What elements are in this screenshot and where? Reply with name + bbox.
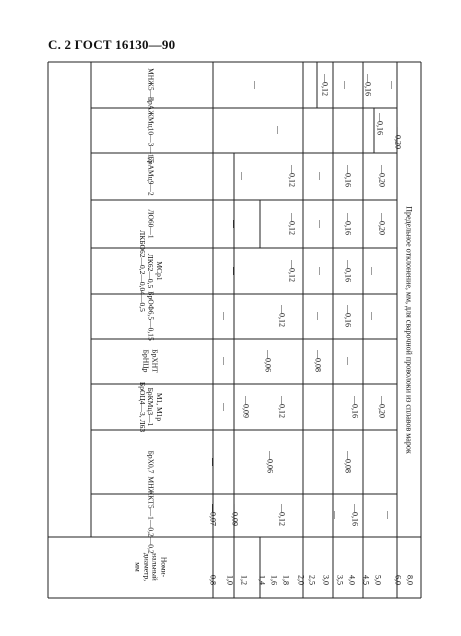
table-cell: —0,16 — [343, 213, 353, 235]
table-cell: —0,09 — [230, 504, 240, 526]
table-cell: —0,08 — [313, 350, 323, 372]
table-cell: — — [367, 312, 377, 320]
diameter-label: 1,4 — [257, 575, 267, 585]
table-cell: — — [367, 267, 377, 275]
table-cell: —0,20 — [377, 396, 387, 418]
table-cell: — — [219, 403, 229, 411]
table-cell: —0,07 — [208, 504, 218, 526]
table-cell: —0,09 — [241, 396, 251, 418]
diameter-label: 1,6 — [269, 575, 279, 585]
table-cell: — — [387, 81, 397, 89]
table-cell: — — [315, 267, 325, 275]
table-cell: — — [250, 81, 260, 89]
table-cell: —0,06 — [263, 350, 273, 372]
table-cell: —0,12 — [287, 165, 297, 187]
table-cell: — — [340, 81, 350, 89]
table-cell: — — [313, 312, 323, 320]
table-cell: — — [330, 511, 340, 519]
table-cell: —0,20 — [393, 127, 403, 149]
table-cell: —0,16 — [343, 305, 353, 327]
column-header: ЛО60—1 — [146, 209, 156, 239]
diameter-label: 6,0 — [393, 575, 403, 585]
table-cell: —0,12 — [277, 396, 287, 418]
column-header: МНЖ5—1 — [146, 68, 156, 102]
table-cell: —0,16 — [350, 504, 360, 526]
table-cell: —0,16 — [343, 165, 353, 187]
table-cell: —0,06 — [265, 451, 275, 473]
table-cell: — — [208, 458, 218, 466]
diameter-label: 4,5 — [361, 575, 371, 585]
diameter-column-header: Номи- нальный диаметр, мм — [133, 552, 169, 582]
column-header: БрАЖМц10—3—1,5 — [146, 96, 156, 164]
diameter-label: 1,0 — [225, 575, 235, 585]
table-cell: —0,12 — [287, 213, 297, 235]
diameter-label: 3,0 — [321, 575, 331, 585]
diameter-label: 0,8 — [208, 575, 218, 585]
table-cell: — — [315, 172, 325, 180]
table-cell: — — [219, 312, 229, 320]
column-header: МСр1 ЛК62—0,5 ЛКБО62—0,2—0,04—0,5 — [137, 230, 164, 312]
diameter-label: 8,0 — [405, 575, 415, 585]
column-header: БрАМц9—2 — [146, 156, 156, 196]
diameter-label: 5,0 — [373, 575, 383, 585]
table-cell: —0,20 — [377, 165, 387, 187]
table-cell: — — [383, 511, 393, 519]
table-cell: —0,16 — [363, 74, 373, 96]
table-cell: —0,16 — [375, 113, 385, 135]
tolerance-header: Предельное отклонение, мм, для сварочной проволоки из сплавов марок — [404, 206, 414, 454]
column-header: БрХ0,7 — [146, 450, 156, 474]
table-cell: —0,12 — [320, 74, 330, 96]
diameter-label: 2,0 — [296, 575, 306, 585]
diameter-label: 2,5 — [307, 575, 317, 585]
table-cell: — — [273, 126, 283, 134]
column-header: М1, М1р БрКМц3—1 БрОЦ4—3, Л63 — [137, 381, 164, 433]
table-cell: —0,16 — [350, 396, 360, 418]
diameter-label: 3,5 — [335, 575, 345, 585]
table-cell: —0,16 — [343, 260, 353, 282]
table-cell: —0,08 — [343, 451, 353, 473]
diameter-label: 1,8 — [281, 575, 291, 585]
table-cell: —0,12 — [287, 260, 297, 282]
diameter-label: 1,2 — [239, 575, 249, 585]
table-cell: — — [229, 220, 239, 228]
page-header: С. 2 ГОСТ 16130—90 — [48, 37, 176, 52]
table-cell: — — [343, 357, 353, 365]
table-cell: —0,12 — [277, 504, 287, 526]
diameter-label: 4,0 — [347, 575, 357, 585]
table-cell: — — [237, 172, 247, 180]
table-cell: — — [315, 220, 325, 228]
column-header: МНЖКТ5—1—0,2—0,2 — [146, 476, 156, 554]
table-cell: — — [219, 357, 229, 365]
table-cell: — — [229, 267, 239, 275]
table-cell: —0,20 — [377, 213, 387, 235]
column-header: БрХНТ БрНЦр — [142, 349, 160, 373]
column-header: БрОФ6,5—0,15 — [146, 291, 156, 341]
table-cell: —0,12 — [277, 305, 287, 327]
